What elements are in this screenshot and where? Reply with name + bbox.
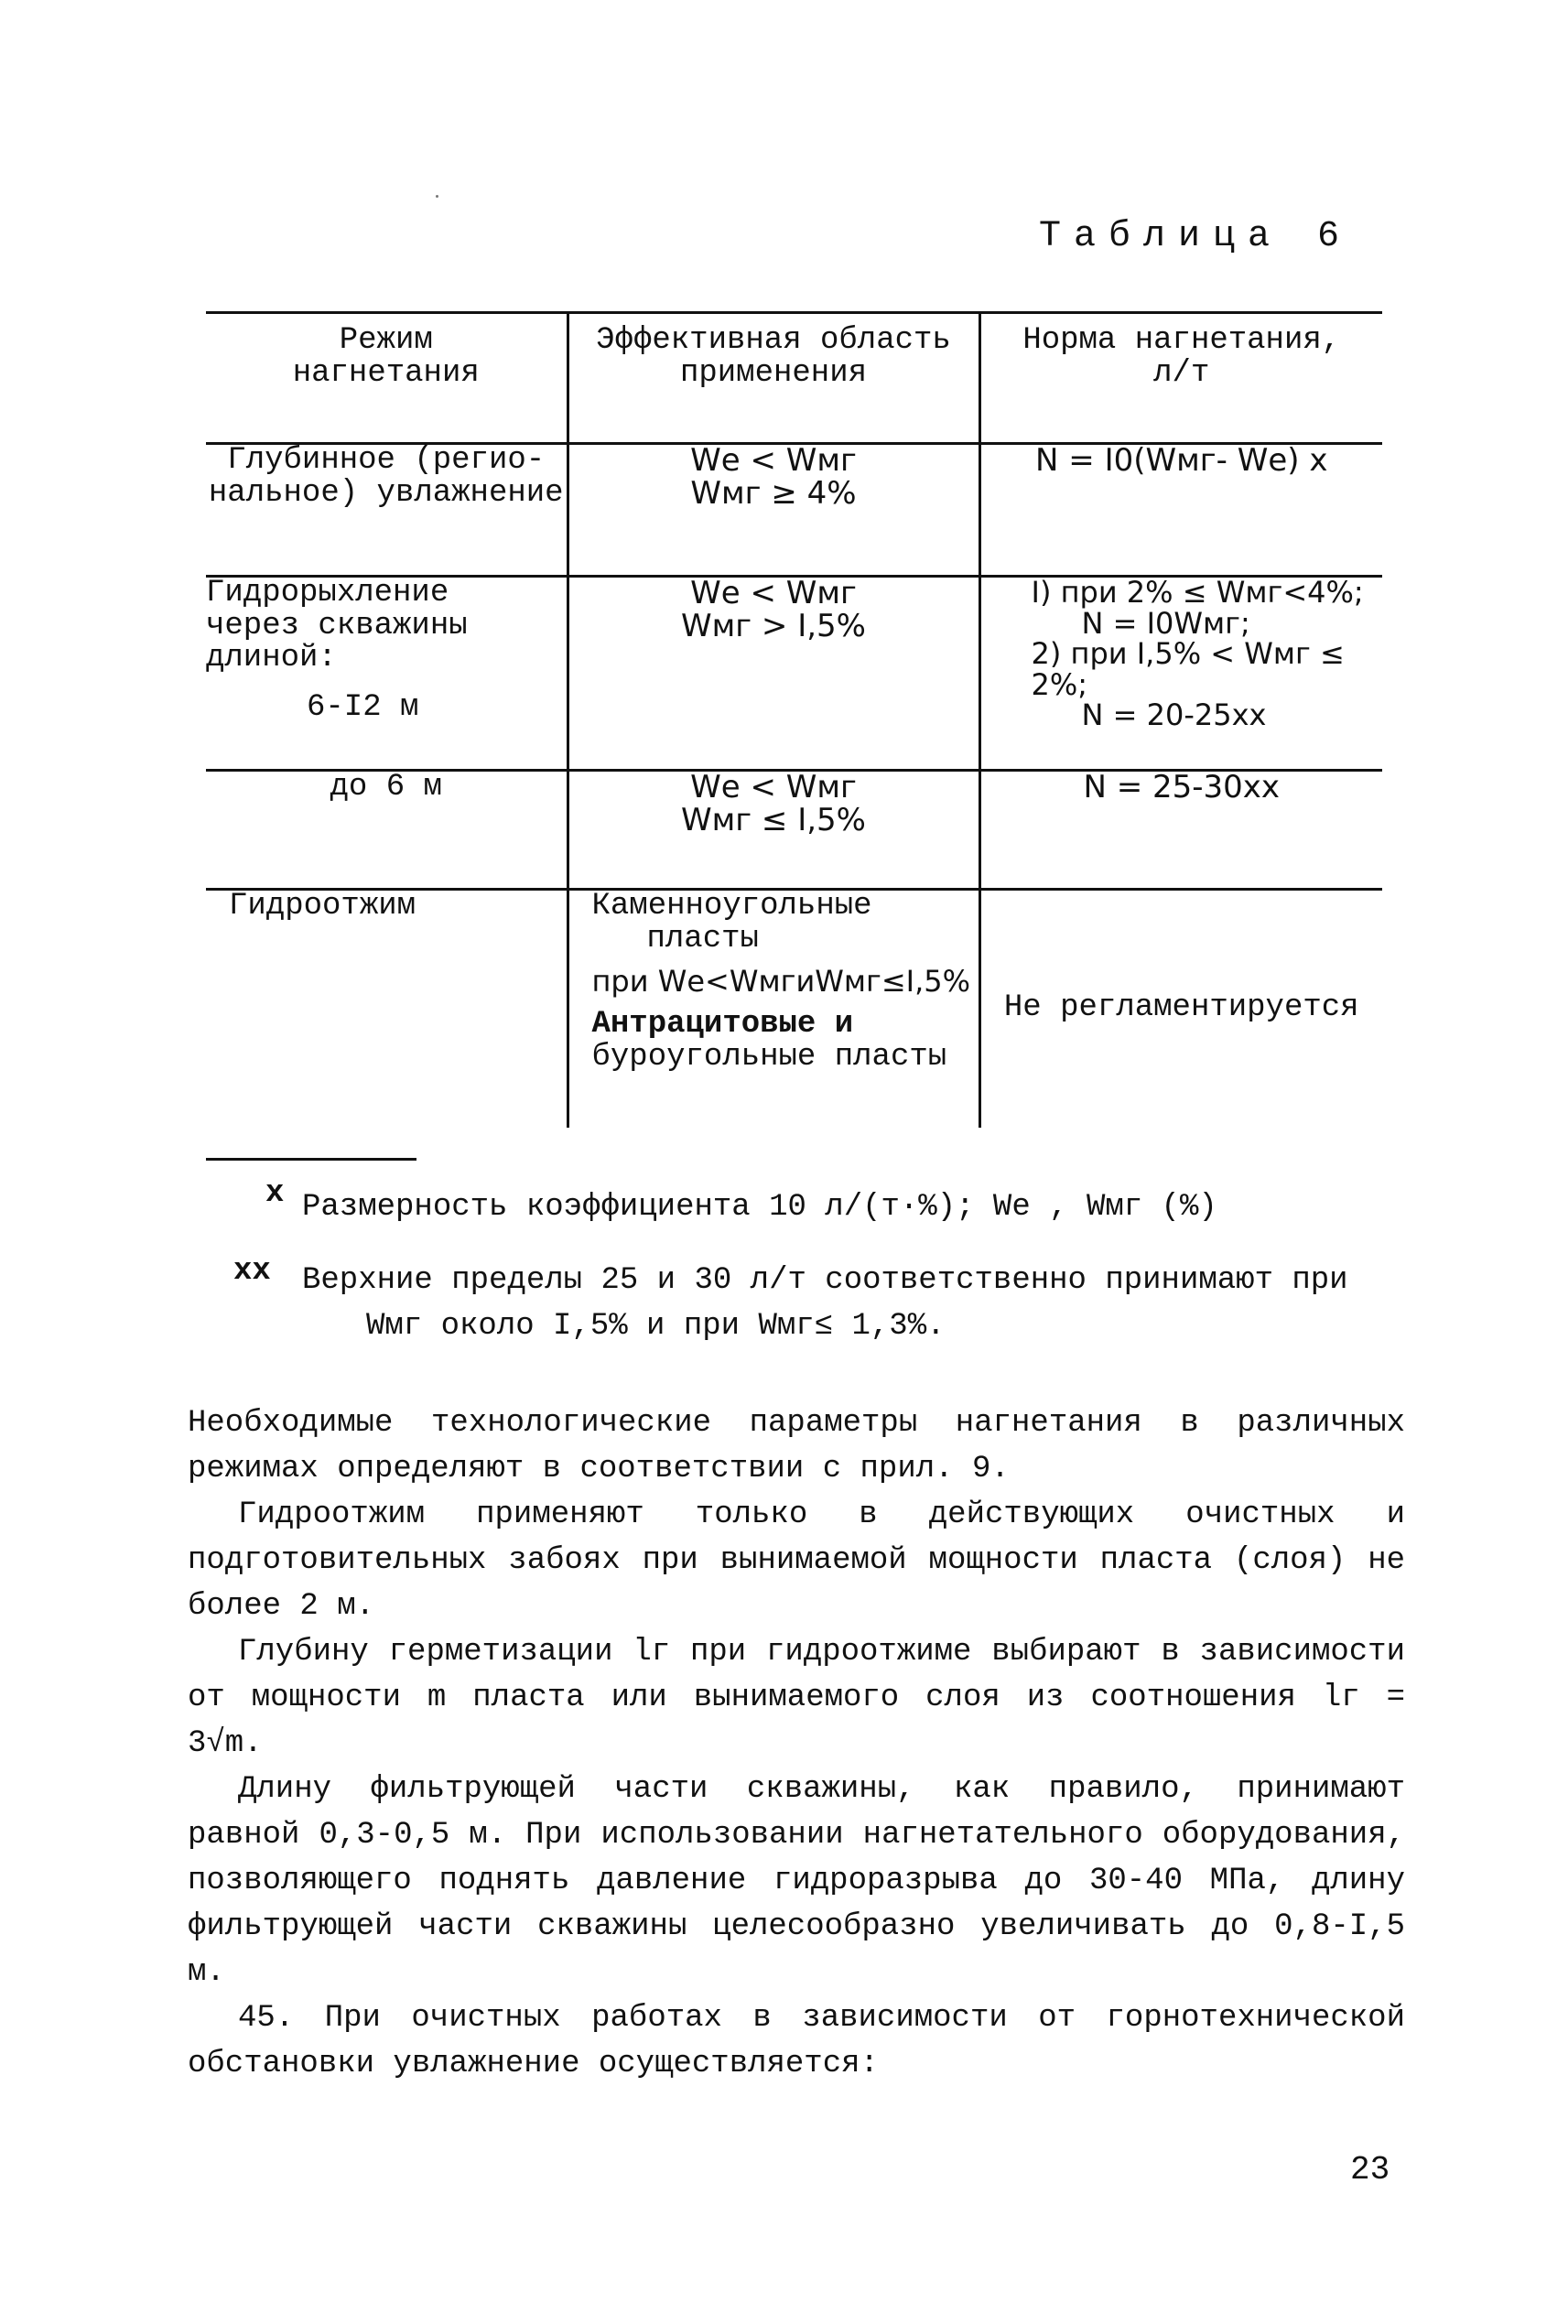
paragraph-2: Гидроотжим применяют только в действующих очистных и подготовительных забоях при вынимаемой мощности пласта (слоя) не более 2 м. [188,1497,1405,1624]
cell-short-area: Wе < Wмг Wмг ≤ I,5% [568,771,979,890]
body-text [188,1400,1405,2087]
header-mode: Режим нагнетания [206,313,568,444]
footnote-2-line1: Верхние пределы 25 и 30 л/т соответственно принимают при [302,1263,1348,1298]
cell-hydro-norm: I) при 2% ≤ Wмг<4%; N = I0Wмг; 2) при I,5% < Wмг ≤ 2%; N = 20-25хх [979,577,1382,771]
cell-short-mode: до 6 м [206,771,568,890]
cell-short-norm: N = 25-30хх [979,771,1382,890]
page-number: 23 [1350,2151,1390,2189]
injection-modes-table [206,311,1382,1128]
table-header-row [206,313,1382,444]
cell-deep-area: Wе < Wмг Wмг ≥ 4% [568,444,979,577]
cell-hydro-mode: Гидрорыхление через скважины длиной: 6-I2 м [206,577,568,771]
header-norm: Норма нагнетания, л/т [979,313,1382,444]
cell-squeeze-mode: Гидроотжим [206,890,568,1128]
paragraph-3: Глубину герметизации lг при гидроотжиме выбирают в зависимости от мощности m пласта или вынимаемого слоя из соотношения lг = 3√m. [188,1635,1405,1761]
table-row-deep [206,444,1382,577]
paragraph-5: 45. При очистных работах в зависимости от горнотехнической обстановки увлажнение осуществляется: [188,2001,1405,2081]
footnote-1-text: Размерность коэффициента 10 л/(т·%); Wе , Wмг (%) [302,1190,1217,1225]
cell-squeeze-norm: Не регламентируется [979,890,1382,1128]
table-row-hydro [206,577,1382,771]
cell-hydro-area: Wе < Wмг Wмг > I,5% [568,577,979,771]
header-area: Эффективная область применения [568,313,979,444]
speck [436,195,438,198]
footnote-2-line2: Wмг около I,5% и при Wмг≤ 1,3%. [366,1309,946,1344]
footnote-rule [206,1158,416,1161]
cell-squeeze-area: Каменноугольные пласты при Wе<WмгиWмг≤I,5% Антрацитовые и буроугольные пласты [568,890,979,1128]
cell-deep-norm: N = I0(Wмг- Wе) х [979,444,1382,577]
table-caption: Таблица 6 [1039,216,1353,257]
paragraph-4: Длину фильтрующей части скважины, как правило, принимают равной 0,3-0,5 м. При использовании нагнетательного оборудования, позволяющего поднять давление гидроразрыва до 30-40 МПа, длину фильтрующей части скважины целесообразно увеличивать до 0,8-I,5 м. [188,1772,1405,1990]
table-row-short [206,771,1382,890]
paragraph-1: Необходимые технологические параметры нагнетания в различных режимах определяют в соответствии с прил. 9. [188,1406,1405,1486]
table-row-squeeze [206,890,1382,1128]
footnote-1-mark: х [265,1176,285,1211]
footnote-2-mark: хх [233,1254,271,1289]
cell-deep-mode: Глубинное (регио- нальное) увлажнение [206,444,568,577]
